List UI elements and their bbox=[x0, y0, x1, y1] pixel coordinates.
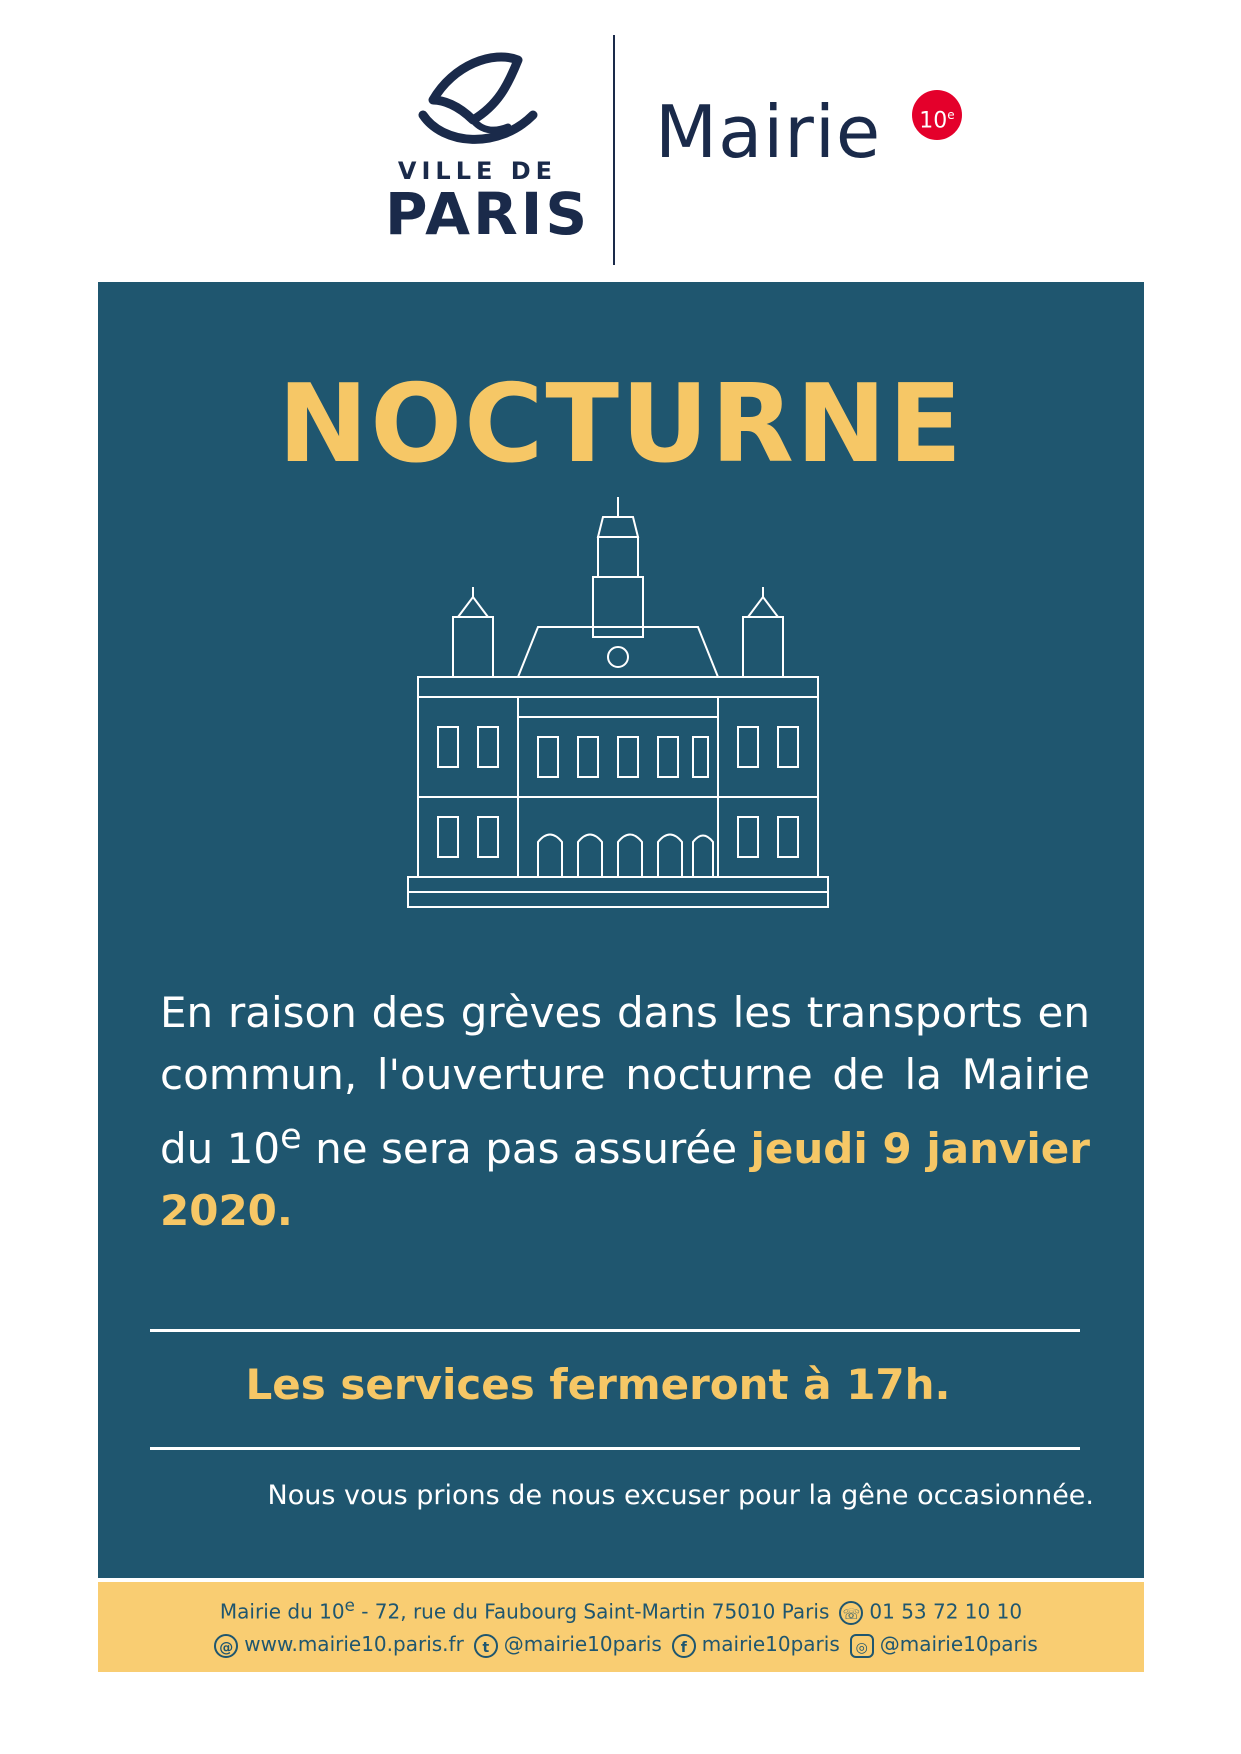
header-divider bbox=[613, 35, 615, 265]
at-icon: @ bbox=[214, 1634, 238, 1658]
poster-panel bbox=[98, 282, 1144, 1578]
twitter-icon: t bbox=[474, 1634, 498, 1658]
announcement-text bbox=[160, 982, 1090, 1242]
address-rest: - 72, rue du Faubourg Saint-Martin 75010 Paris bbox=[354, 1599, 830, 1624]
apology-text: Nous vous prions de nous excuser pour la gêne occasionnée. bbox=[267, 1480, 1094, 1511]
badge-number: 10 bbox=[919, 108, 948, 134]
badge-sup: e bbox=[947, 108, 955, 122]
divider-top bbox=[150, 1329, 1080, 1332]
town-hall-illustration-icon bbox=[398, 487, 838, 917]
footer-social-line bbox=[98, 1632, 1144, 1658]
vdp-big-text: PARIS bbox=[385, 180, 591, 248]
instagram-handle[interactable]: @mairie10paris bbox=[879, 1632, 1038, 1656]
body-part-1: En raison des grèves dans les transports en commun, l'ouverture nocturne de la Mairie du 10 bbox=[160, 988, 1090, 1173]
footer-address-line bbox=[98, 1596, 1144, 1625]
twitter-handle[interactable]: @mairie10paris bbox=[503, 1632, 662, 1656]
ville-de-paris-logo bbox=[385, 45, 591, 260]
instagram-icon: ◎ bbox=[850, 1634, 874, 1658]
body-part-2: ne sera pas assurée bbox=[301, 1124, 751, 1173]
phone-number[interactable]: 01 53 72 10 10 bbox=[869, 1599, 1023, 1624]
paris-ship-icon bbox=[413, 45, 543, 155]
phone-icon: ☏ bbox=[839, 1601, 863, 1625]
address-prefix: Mairie du 10 bbox=[219, 1599, 345, 1624]
services-closing-text: Les services fermeront à 17h. bbox=[245, 1360, 951, 1409]
mairie-badge bbox=[912, 90, 962, 140]
vdp-small-text: VILLE DE bbox=[397, 157, 558, 185]
divider-bottom bbox=[150, 1447, 1080, 1450]
poster-title: NOCTURNE bbox=[277, 362, 965, 487]
footer bbox=[98, 1582, 1144, 1672]
mairie-text: Mairie bbox=[655, 90, 882, 174]
header bbox=[0, 0, 1241, 280]
body-sup: e bbox=[280, 1117, 302, 1157]
mairie-10-logo bbox=[655, 90, 975, 200]
facebook-handle[interactable]: mairie10paris bbox=[701, 1632, 840, 1656]
facebook-icon: f bbox=[672, 1634, 696, 1658]
date-highlight: jeudi 9 janvier 2020. bbox=[160, 1124, 1091, 1235]
address-sup: e bbox=[344, 1596, 355, 1615]
website-link[interactable]: www.mairie10.paris.fr bbox=[244, 1632, 464, 1656]
